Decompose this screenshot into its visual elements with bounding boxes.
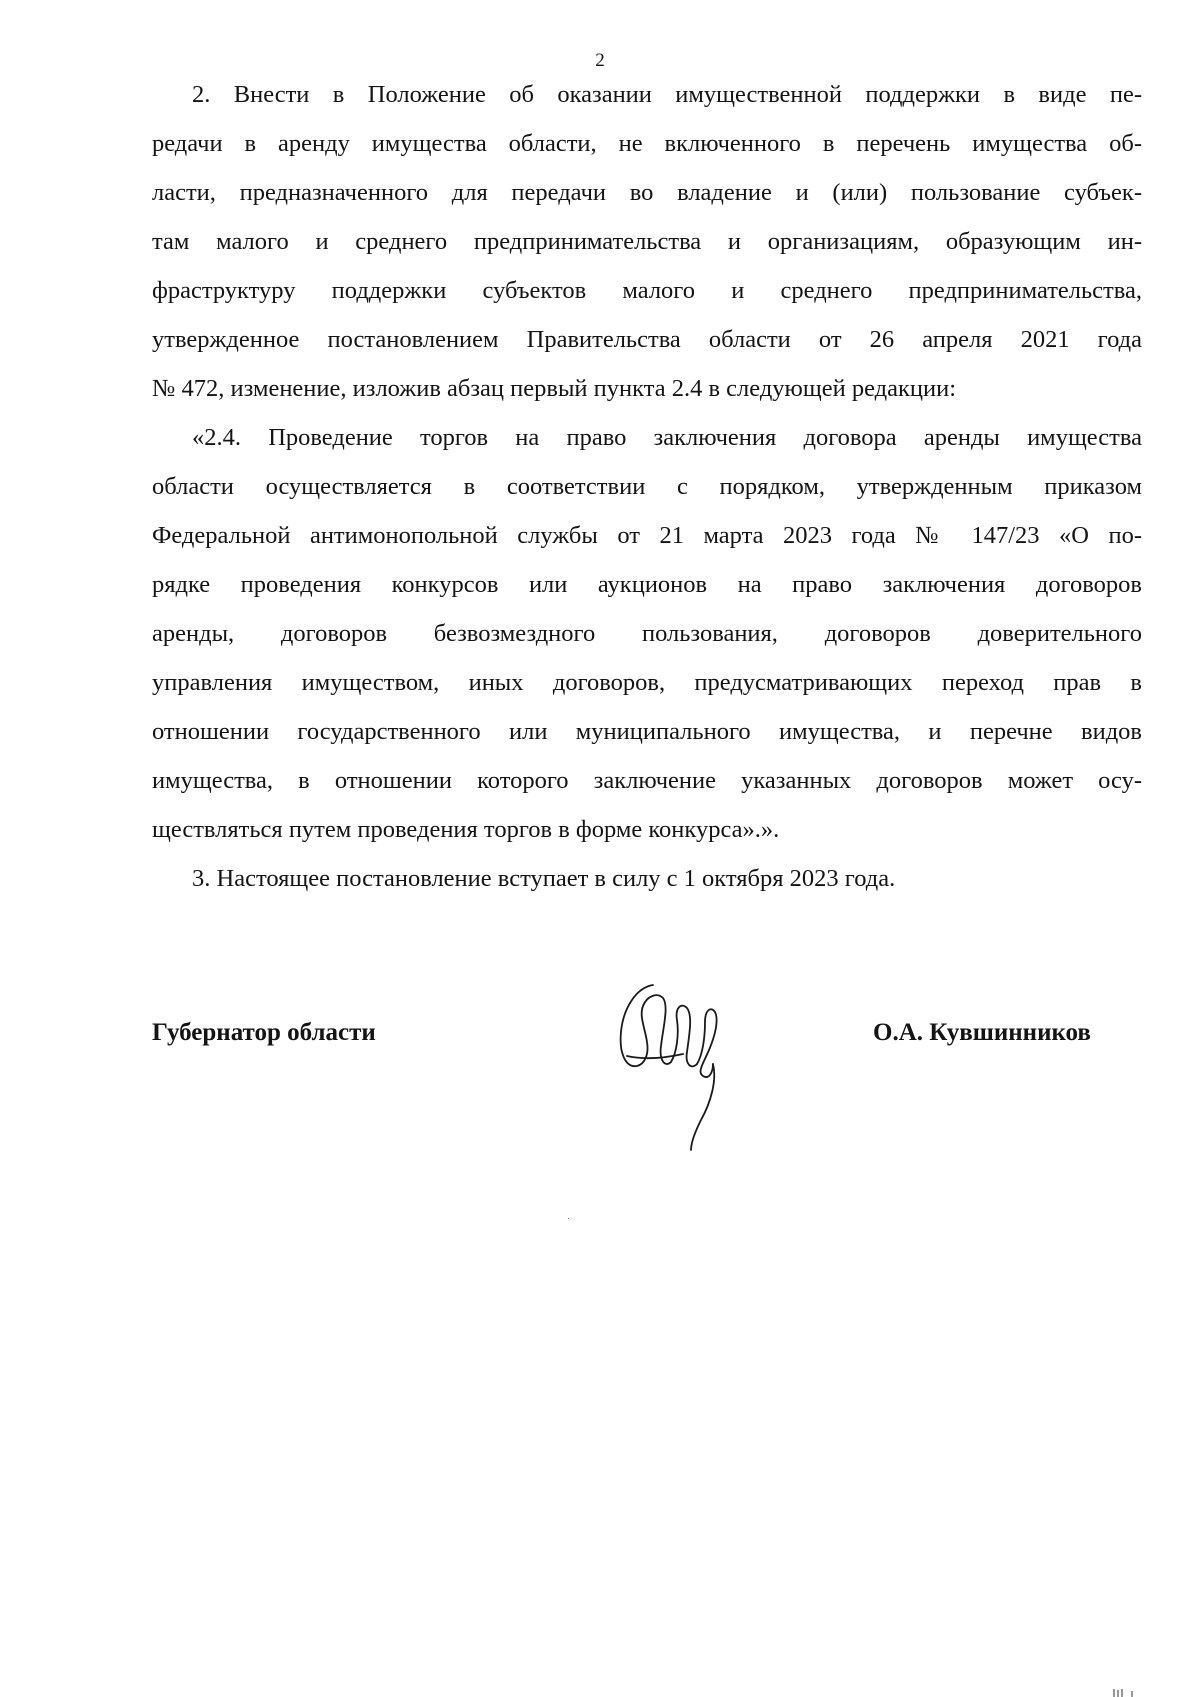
text-line: 2. Внести в Положение об оказании имущественной поддержки в виде пе- [192,81,1142,108]
text-line: утвержденное постановлением Правительства области от 26 апреля 2021 года [152,326,1142,353]
page-number: 2 [595,50,605,71]
handwritten-signature [605,980,745,1160]
document-body [152,70,1142,903]
text-line: там малого и среднего предпринимательства и организациям, образующим ин- [152,228,1142,255]
paragraph-effective-date [152,854,1142,903]
text-line: ласти, предназначенного для передачи во владение и (или) пользование субъек- [152,179,1142,206]
text-line: ществляться путем проведения торгов в форме конкурса».». [152,816,780,843]
paragraph-quoted-clause [152,413,1142,854]
text-line: области осуществляется в соответствии с порядком, утвержденным приказом [152,473,1142,500]
text-line: № 472, изменение, изложив абзац первый пункта 2.4 в следующей редакции: [152,375,957,402]
text-line: аренды, договоров безвозмездного пользования, договоров доверительного [152,620,1142,647]
text-line: «2.4. Проведение торгов на право заключения договора аренды имущества [192,424,1142,451]
text-line: фраструктуру поддержки субъектов малого и среднего предпринимательства, [152,277,1142,304]
signatory-name: О.А. Кувшинников [873,1019,1091,1046]
signatory-role: Губернатор области [152,1019,376,1046]
text-line: имущества, в отношении которого заключение указанных договоров может осу- [152,767,1142,794]
text-line: Федеральной антимонопольной службы от 21 марта 2023 года № 147/23 «О по- [152,522,1142,549]
text-line: отношении государственного или муниципального имущества, и перечне видов [152,718,1142,745]
paragraph-amendment [152,70,1142,413]
scan-speck [568,1218,569,1219]
text-line: 3. Настоящее постановление вступает в силу с 1 октября 2023 года. [192,865,896,892]
scan-edge-mark [1110,1687,1140,1697]
text-line: рядке проведения конкурсов или аукционов на право заключения договоров [152,571,1142,598]
text-line: редачи в аренду имущества области, не включенного в перечень имущества об- [152,130,1142,157]
text-line: управления имуществом, иных договоров, предусматривающих переход прав в [152,669,1142,696]
